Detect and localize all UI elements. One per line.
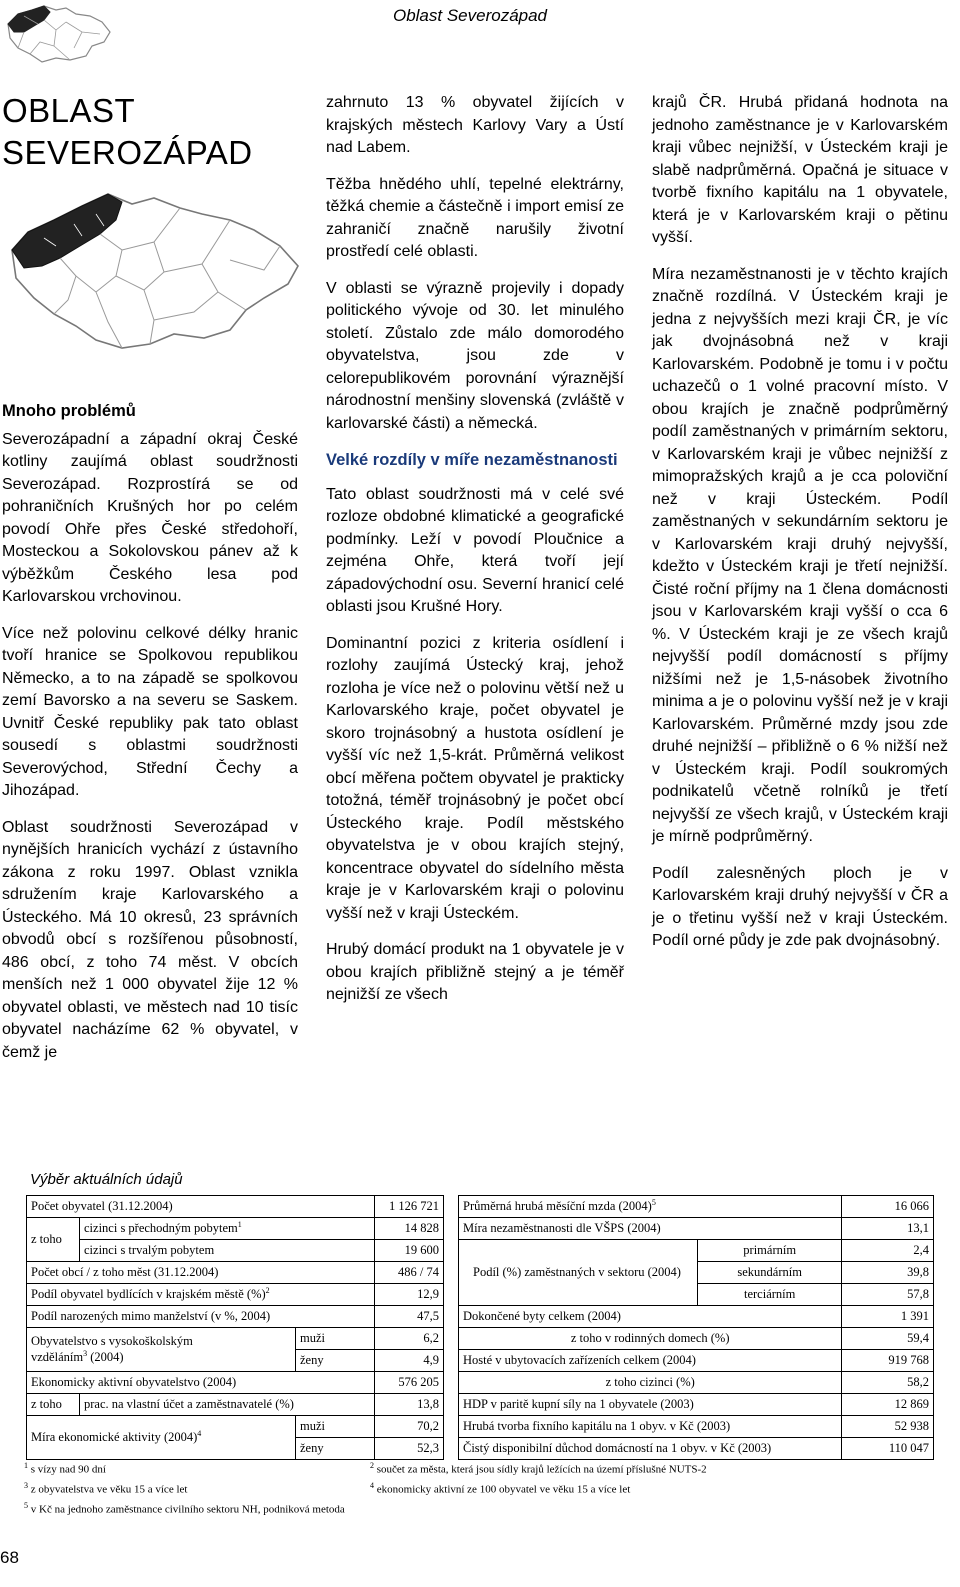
cell-label: primárním [698,1240,842,1262]
paragraph: Oblast soudržnosti Severozápad v nynějších hranicích vychází z ústavního zákona z roku 1997. Oblast vznikla sdružením kraje Karlovarského a Ústeckého. Má 10 okresů, 23 správních obvodů obcí s rozšířenou působností, 486 obcí, z toho 74 měst. V obcích menších než 1 000 obyvatel žije 12 % obyvatel oblasti, ve městech nad 10 tisíc obyvatel nacházíme 62 % obyvatel, v čemž je [2,818,298,1061]
table-row [459,1218,934,1240]
data-table-right [458,1195,934,1460]
table-caption: Výběr aktuálních údajů [30,1171,183,1188]
paragraph: Podíl zalesněných ploch je v Karlovarském kraji druhý nejvyšší v ČR a je o třetinu vyšší než v kraji Ústeckém. Podíl orné půdy je zde pak dvojnásobný. [652,864,948,949]
cell-value: 13,8 [375,1394,444,1416]
cell-label: sekundárním [698,1262,842,1284]
cell-value: 19 600 [375,1240,444,1262]
page-number: 68 [0,1548,19,1567]
table-row [27,1262,444,1284]
cell-value: 4,9 [375,1350,444,1372]
cell-label: Počet obyvatel (31.12.2004) [27,1196,375,1218]
page-title: OBLAST SEVEROZÁPAD [2,92,253,171]
table-row [459,1240,934,1262]
cell-value: 12 869 [842,1394,934,1416]
cell-label: Průměrná hrubá měsíční mzda $(2004)^5$ [459,1196,842,1218]
cell-label: Hosté v ubytovacích zařízeních celkem (2004) [459,1350,842,1372]
paragraph: Hrubý domácí produkt na 1 obyvatele je v obou krajích přibližně stejný a je téměř nejnižší ze všech [326,941,624,1003]
paragraph: Dominantní pozici z kriteria osídlení i rozlohy zaujímá Ústecký kraj, jehož rozloha je více než o polovinu větší než u Karlovarského kraje, počet obyvatel je skoro trojnásobný a hustota osídlení je vyšší víc než 1,5-krát. Průměrná velikost obcí měřena počtem obyvatel je prakticky totožná, téměř trojnásobný je počet obcí Ústeckého kraje. Podíl městského obyvatelstva je v obou krajích stejný, koncentrace obyvatel do sídelního města kraje je v Karlovarském kraji o polovinu vyšší než v kraji Ústeckém. [326,634,624,922]
paragraph: Tato oblast soudržnosti má v celé své rozloze obdobné klimatické a geografické podmínky. Leží v povodí Ploučnice a zejména Ohře, která tvoří její západovýchodní osu. Severní hranicí celé oblasti jsou Krušné Hory. [326,485,624,615]
cell-value: 39,8 [842,1262,934,1284]
cell-label: cizinci s přechodným pobytem$^1$ [80,1218,375,1240]
paragraph: zahrnuto 13 % obyvatel žijících v krajských městech Karlovy Vary a Ústí nad Labem. [326,94,624,156]
table-row [27,1218,444,1240]
footnote: $^3$ z obyvatelstva ve věku 15 a více let [24,1481,188,1496]
section-heading-problems: Mnoho problémů [2,402,136,420]
table-row [459,1416,934,1438]
cell-label: Podíl obyvatel bydlících v krajském městě (%)$^2$ [27,1284,375,1306]
footnote: $^2$ součet za města, která jsou sídly krajů ležících na území příslušné NUTS-2 [370,1461,707,1476]
czech-map-small-icon [4,2,114,66]
table-row [27,1306,444,1328]
table-row [27,1416,444,1438]
cell-value: 576 205 [375,1372,444,1394]
paragraph: Více než polovinu celkové délky hranic tvoří hranice se Spolkovou republikou Německo, a to na západě se spolkovou zemí Bavorsko a na severu se Saskem. Uvnitř České republiky pak tato oblast sousedí s oblastmi soudržnosti Severovýchod, Střední Čechy a Jihozápad. [2,624,298,799]
text-column-2 [326,92,624,1021]
cell-value: 1 126 721 [375,1196,444,1218]
table-row [459,1306,934,1328]
cell-value: 2,4 [842,1240,934,1262]
cell-label: Obyvatelstvo s vysokoškolským vzděláním$^3$ (2004) [27,1328,296,1372]
cell-value: 12,9 [375,1284,444,1306]
cell-value: 47,5 [375,1306,444,1328]
paragraph: krajů ČR. Hrubá přidaná hodnota na jednoho zaměstnance je v Karlovarském kraji vůbec nejnižší, v Ústeckém kraji je slabě nadprůměrná. Opačná je situace v tvorbě fixního kapitálu na 1 obyvatele, která je v Karlovarském kraji o pětinu vyšší. [652,94,948,246]
table-row [459,1328,934,1350]
cell-value: 58,2 [842,1372,934,1394]
cell-label: muži [296,1416,375,1438]
cell-value: 57,8 [842,1284,934,1306]
table-row [27,1394,444,1416]
cell-value: 919 768 [842,1350,934,1372]
section-heading-differences: Velké rozdíly v míře nezaměstnanosti [326,451,618,469]
table-row [27,1240,444,1262]
cell-label: ženy [296,1438,375,1460]
cell-value: 6,2 [375,1328,444,1350]
cell-value: 59,4 [842,1328,934,1350]
cell-value: 14 828 [375,1218,444,1240]
cell-label: Míra ekonomické aktivity $(2004)^4$ [27,1416,296,1460]
footnote: $^1$ s vízy nad 90 dní [24,1461,106,1476]
cell-label: Dokončené byty celkem (2004) [459,1306,842,1328]
footnote: $^4$ ekonomicky aktivní ze 100 obyvatel ve věku 15 a více let [370,1481,631,1496]
paragraph: Míra nezaměstnanosti je v těchto krajích značně rozdílná. V Ústeckém kraji je jedna z nejvyšších mezi kraji ČR, je víc jak dvojnásobná než v kraji Karlovarském. Podobně je tomu i v počtu uchazečů o 1 volné pracovní místo. V obou krajích je značně podprůměrný podíl zaměstnaných v primárním sektoru, v Karlovarském kraji je vůbec nejnižší z mimopražských krajů a je cca poloviční než v kraji Ústeckém. Podíl zaměstnaných v sekundárním sektoru je v Karlovarském kraji druhý nejvyšší, kdežto v Ústeckém kraji je třetí nejnižší. Čisté roční příjmy na 1 člena domácnosti jsou v Karlovarském kraji vyšší o cca 6 %. V Ústeckém kraji je ze všech krajů nejvyšší podíl domácností s příjmy nižšími než je 1,5-násobek životního minima a je o polovinu vyšší než je v kraji Karlovarském. Průměrné mzdy jsou zde druhé nejnižší – přibližně o 6 % nižší než v Ústeckém kraji. Podíl soukromých podnikatelů včetně rolníků je třetí nejvyšší ze všech krajů, v Ústeckém kraji je mírně podprůměrný. [652,265,948,845]
cell-label: Podíl narozených mimo manželství (v %, 2004) [27,1306,375,1328]
table-row [27,1284,444,1306]
text-column-1 [2,400,298,1078]
paragraph: V oblasti se výrazně projevily i dopady politického vývoje od 30. let minulého století. Zůstalo zde málo domorodého obyvatelstva, jsou zde v celorepublikovém porovnání výraznější národnostní menšiny slovenská (zvláště v karlovarské části) a německá. [326,279,624,432]
data-table-left [26,1195,444,1460]
cell-label: z toho cizinci (%) [459,1372,842,1394]
table-row [459,1372,934,1394]
cell-label: Míra nezaměstnanosti dle VŠPS (2004) [459,1218,842,1240]
cell-value: 110 047 [842,1438,934,1460]
cell-label: z toho v rodinných domech (%) [459,1328,842,1350]
table-row [27,1196,444,1218]
cell-value: 13,1 [842,1218,934,1240]
footnote: $^5$ v Kč na jednoho zaměstnance civilního sektoru NH, podniková metoda [24,1501,345,1516]
table-row [27,1372,444,1394]
table-row [27,1328,444,1350]
cell-label: z toho [27,1394,80,1416]
running-header: Oblast Severozápad [392,6,548,25]
table-row [459,1196,934,1218]
cell-value: 52 938 [842,1416,934,1438]
cell-value: 70,2 [375,1416,444,1438]
cell-label: Ekonomicky aktivní obyvatelstvo (2004) [27,1372,375,1394]
paragraph: Těžba hnědého uhlí, tepelné elektrárny, těžká chemie a částečně i import emisí ze zahraničí značně narušily životní prostředí celé oblasti. [326,175,624,260]
paragraph: Severozápadní a západní okraj České kotliny zaujímá oblast soudržnosti Severozápad. Rozprostírá se od pohraničních Krušných hor po celém povodí Ohře přes České středohoří, Mosteckou a Sokolovskou pánev až k výběžkům Českého lesa pod Karlovarskou vrchovinou. [2,430,298,605]
cell-label: z toho [27,1218,80,1262]
cell-value: 52,3 [375,1438,444,1460]
cell-label: Hrubá tvorba fixního kapitálu na 1 obyv. v Kč (2003) [459,1416,842,1438]
cell-label: prac. na vlastní účet a zaměstnavatelé (%) [80,1394,375,1416]
cell-label: ženy [296,1350,375,1372]
table-row [459,1350,934,1372]
czech-map-region-icon [4,180,304,355]
text-column-3 [652,92,948,967]
cell-label: Čistý disponibilní důchod domácností na 1 obyv. v Kč (2003) [459,1438,842,1460]
table-row [459,1394,934,1416]
cell-value: 16 066 [842,1196,934,1218]
table-row [459,1438,934,1460]
cell-label: muži [296,1328,375,1350]
cell-label: Počet obcí / z toho měst (31.12.2004) [27,1262,375,1284]
cell-value: 486 / 74 [375,1262,444,1284]
cell-label: HDP v paritě kupní síly na 1 obyvatele (2003) [459,1394,842,1416]
cell-value: 1 391 [842,1306,934,1328]
cell-label: terciárním [698,1284,842,1306]
cell-label: Podíl (%) zaměstnaných v sektoru (2004) [459,1240,698,1306]
cell-label: cizinci s trvalým pobytem [80,1240,375,1262]
